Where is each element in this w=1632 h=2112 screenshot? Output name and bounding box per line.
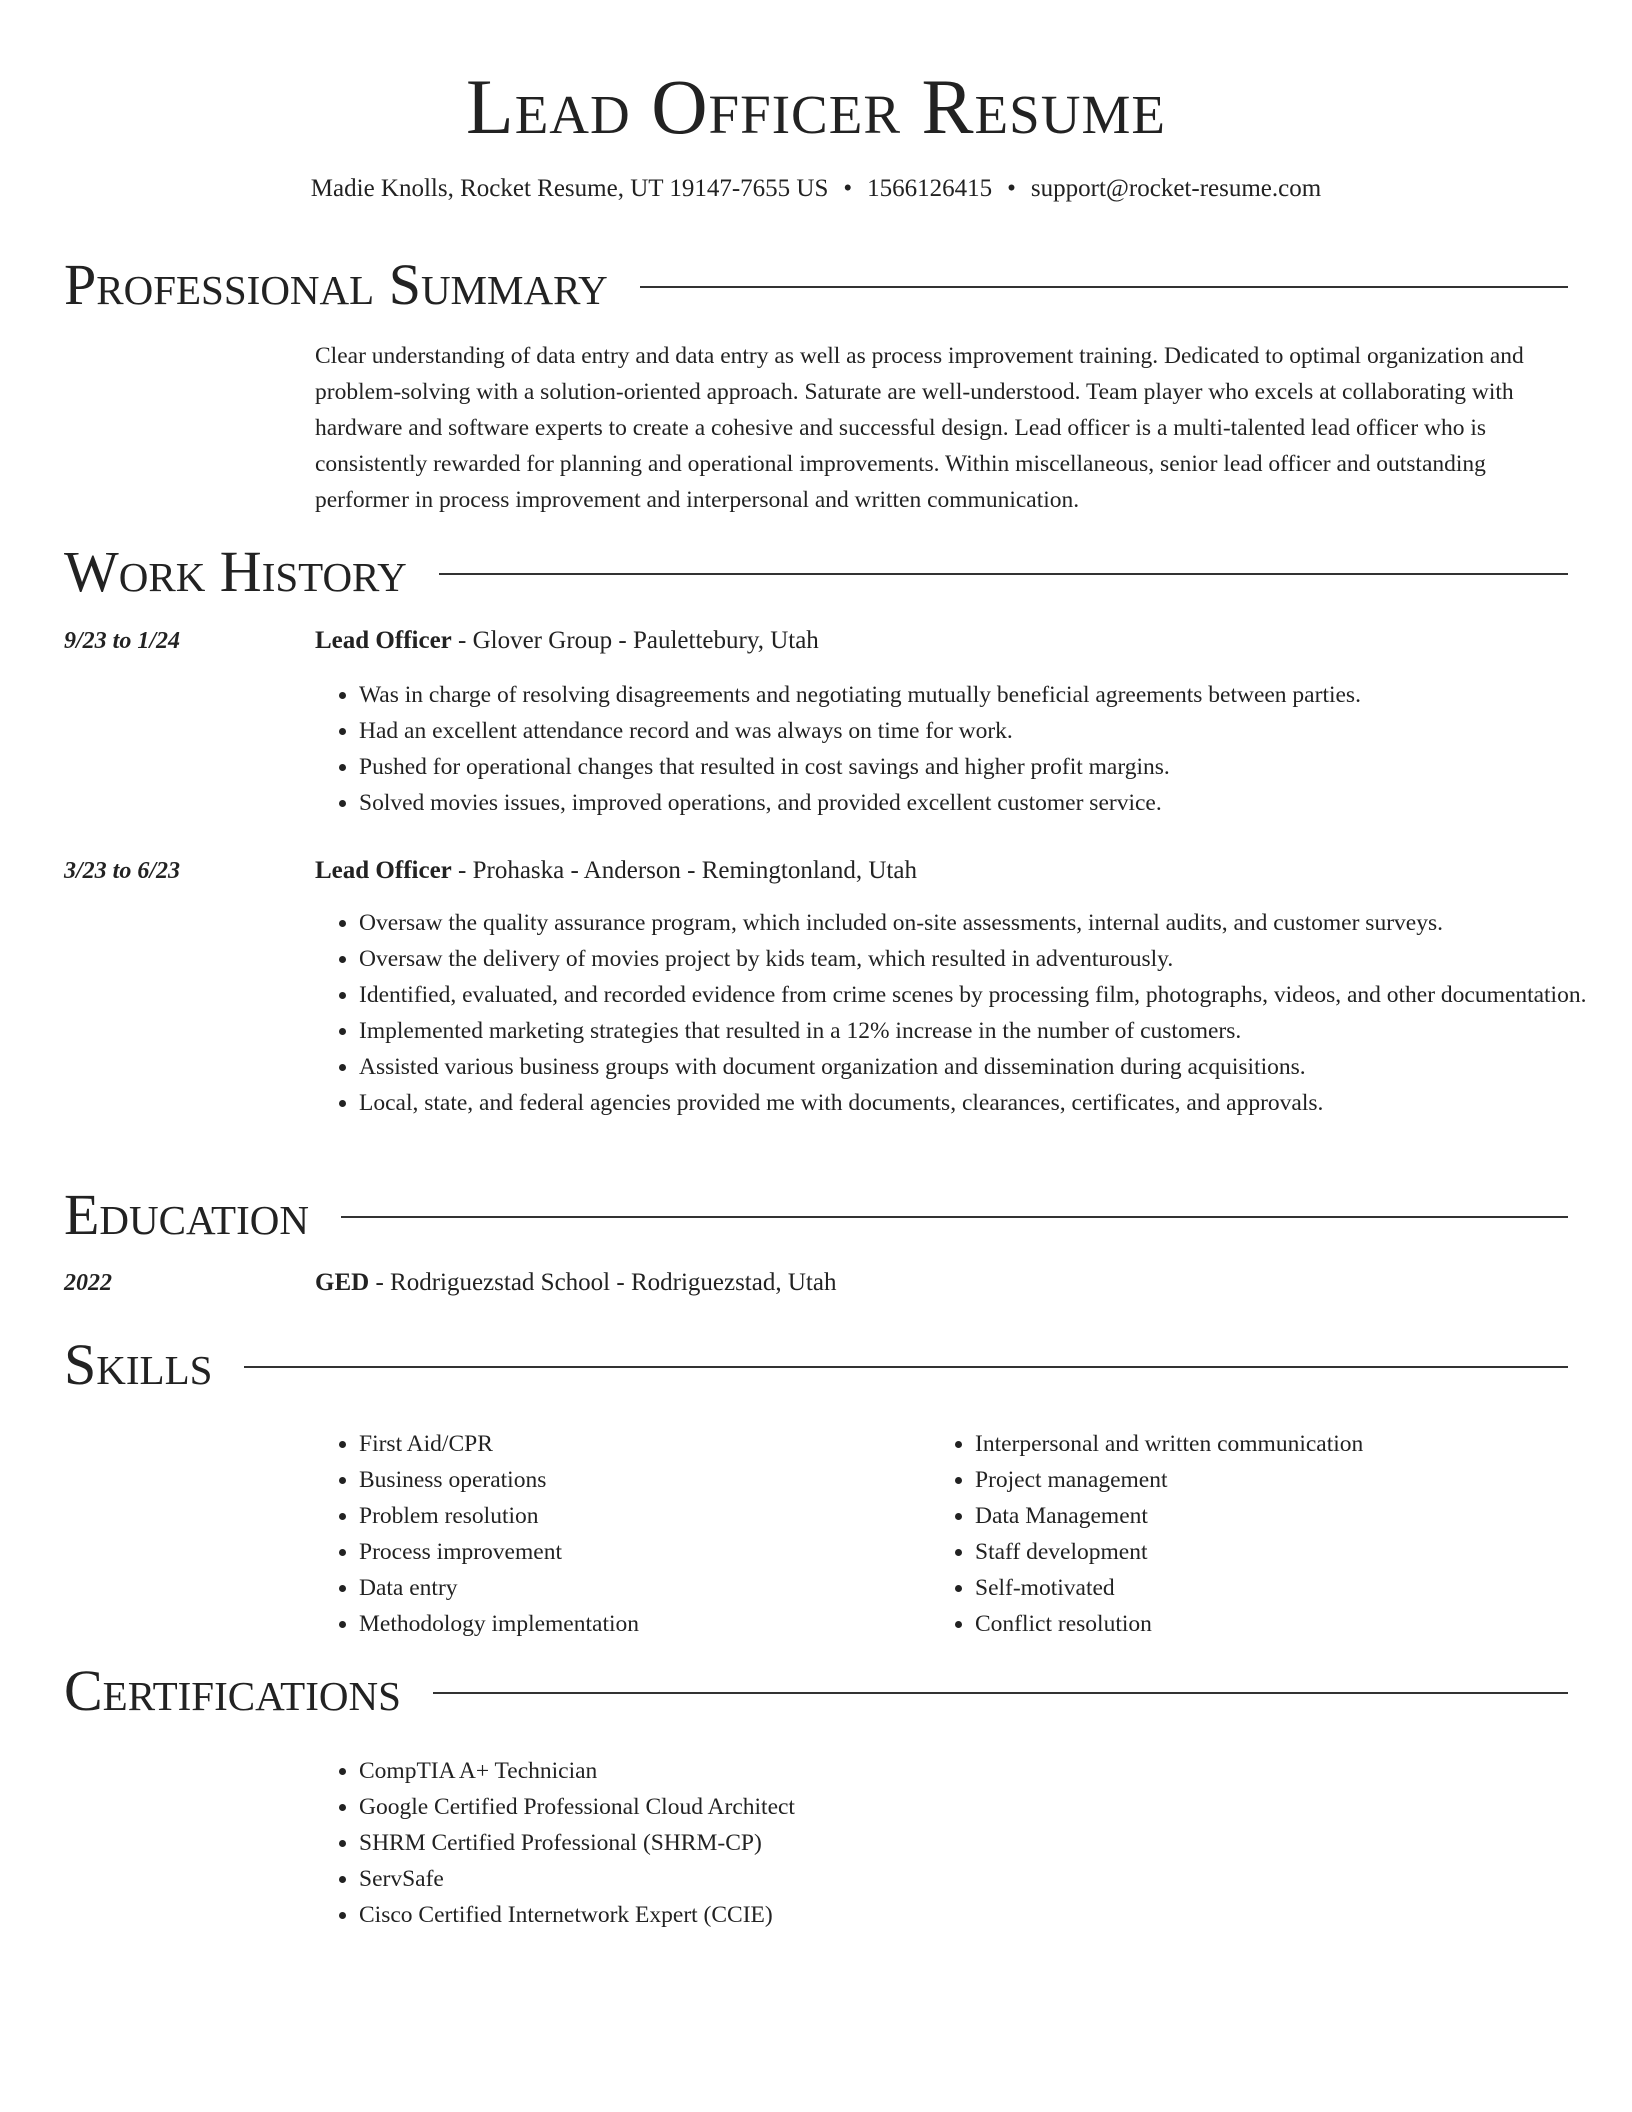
job-heading xyxy=(315,624,819,658)
education-heading xyxy=(315,1266,836,1300)
job-details: - Glover Group - Paulettebury, Utah xyxy=(451,627,819,654)
section-header-certifications xyxy=(64,1656,1568,1726)
education-degree: GED xyxy=(315,1269,370,1296)
contact-email: support@rocket-resume.com xyxy=(1030,175,1322,202)
list-item: • Oversaw the delivery of movies project by kids team, which resulted in adventurously. xyxy=(359,941,1619,977)
list-item: • Had an excellent attendance record and was always on time for work. xyxy=(359,713,1619,749)
list-item: • Identified, evaluated, and recorded evidence from crime scenes by processing film, photographs, videos, and other documentation. xyxy=(359,977,1619,1013)
job-title: Lead Officer xyxy=(315,857,452,884)
education-details: - Rodriguezstad School - Rodriguezstad, Utah xyxy=(369,1269,837,1296)
skill-item: • Business operations xyxy=(359,1462,1619,1498)
certification-item: • Cisco Certified Internetwork Expert (CCIE) xyxy=(359,1897,1619,1933)
skill-item: • Process improvement xyxy=(359,1534,1619,1570)
section-title-skills: Skills xyxy=(64,1332,213,1397)
contact-phone: 1566126415 xyxy=(867,175,993,202)
certifications-list xyxy=(315,1753,1619,1933)
skill-item: • Problem resolution xyxy=(359,1498,1619,1534)
section-header-work-history xyxy=(64,537,1568,607)
certification-item: • CompTIA A+ Technician xyxy=(359,1753,1619,1789)
page-title: Lead Officer Resume xyxy=(466,63,1166,150)
section-header-skills xyxy=(64,1330,1568,1400)
certification-item: • SHRM Certified Professional (SHRM-CP) xyxy=(359,1825,1619,1861)
section-title-summary: Professional Summary xyxy=(64,252,608,317)
skill-item: • Methodology implementation xyxy=(359,1606,1619,1642)
skill-item: • Data Management xyxy=(975,1498,1632,1534)
section-divider xyxy=(341,1216,1568,1218)
section-title-work-history: Work History xyxy=(64,539,407,604)
section-divider xyxy=(433,1692,1568,1694)
skill-item: • Interpersonal and written communication xyxy=(975,1426,1632,1462)
contact-separator: • xyxy=(843,175,853,202)
job-details: - Prohaska - Anderson - Remingtonland, Utah xyxy=(451,857,917,884)
skill-item: • Staff development xyxy=(975,1534,1632,1570)
skills-list-right xyxy=(931,1426,1632,1642)
list-item: • Was in charge of resolving disagreements and negotiating mutually beneficial agreements between parties. xyxy=(359,677,1619,713)
skill-item: • Self-motivated xyxy=(975,1570,1632,1606)
job-dates: 3/23 to 6/23 xyxy=(64,858,181,884)
section-header-education xyxy=(64,1180,1568,1250)
section-divider xyxy=(439,573,1568,575)
list-item: • Solved movies issues, improved operations, and provided excellent customer service. xyxy=(359,785,1619,821)
certification-item: • ServSafe xyxy=(359,1861,1619,1897)
contact-separator: • xyxy=(1007,175,1016,202)
skill-item: • First Aid/CPR xyxy=(359,1426,1619,1462)
contact-address: Madie Knolls, Rocket Resume, UT 19147-7655 US xyxy=(310,175,829,202)
list-item: • Implemented marketing strategies that resulted in a 12% increase in the number of customers. xyxy=(359,1013,1619,1049)
list-item: • Local, state, and federal agencies provided me with documents, clearances, certificates, and approvals. xyxy=(359,1085,1619,1121)
contact-line xyxy=(0,172,1632,206)
list-item: • Oversaw the quality assurance program, which included on-site assessments, internal audits, and customer surveys. xyxy=(359,905,1619,941)
job-bullets xyxy=(315,677,1619,821)
certification-item: • Google Certified Professional Cloud Architect xyxy=(359,1789,1619,1825)
section-header-summary xyxy=(64,250,1568,320)
job-bullets xyxy=(315,905,1619,1121)
education-year: 2022 xyxy=(64,1270,112,1296)
skill-item: • Project management xyxy=(975,1462,1632,1498)
skill-item: • Conflict resolution xyxy=(975,1606,1632,1642)
skill-item: • Data entry xyxy=(359,1570,1619,1606)
section-title-certifications: Certifications xyxy=(64,1658,401,1723)
job-heading xyxy=(315,854,917,888)
summary-text: Clear understanding of data entry and data entry as well as process improvement training. Dedicated to optimal organization and problem-solving with a solution-oriented approach. Saturate are well-understood. Team player who excels at collaborating with hardware and software experts to create a cohesive and successful design. Lead officer is a multi-talented lead officer who is consistently rewarded for planning and operational improvements. Within miscellaneous, senior lead officer and outstanding performer in process improvement and interpersonal and written communication. xyxy=(315,343,1524,513)
section-divider xyxy=(244,1366,1568,1368)
section-divider xyxy=(640,286,1568,288)
list-item: • Assisted various business groups with document organization and dissemination during acquisitions. xyxy=(359,1049,1619,1085)
job-dates: 9/23 to 1/24 xyxy=(64,628,181,654)
section-title-education: Education xyxy=(64,1182,309,1247)
job-title: Lead Officer xyxy=(315,627,452,654)
list-item: • Pushed for operational changes that resulted in cost savings and higher profit margins. xyxy=(359,749,1619,785)
